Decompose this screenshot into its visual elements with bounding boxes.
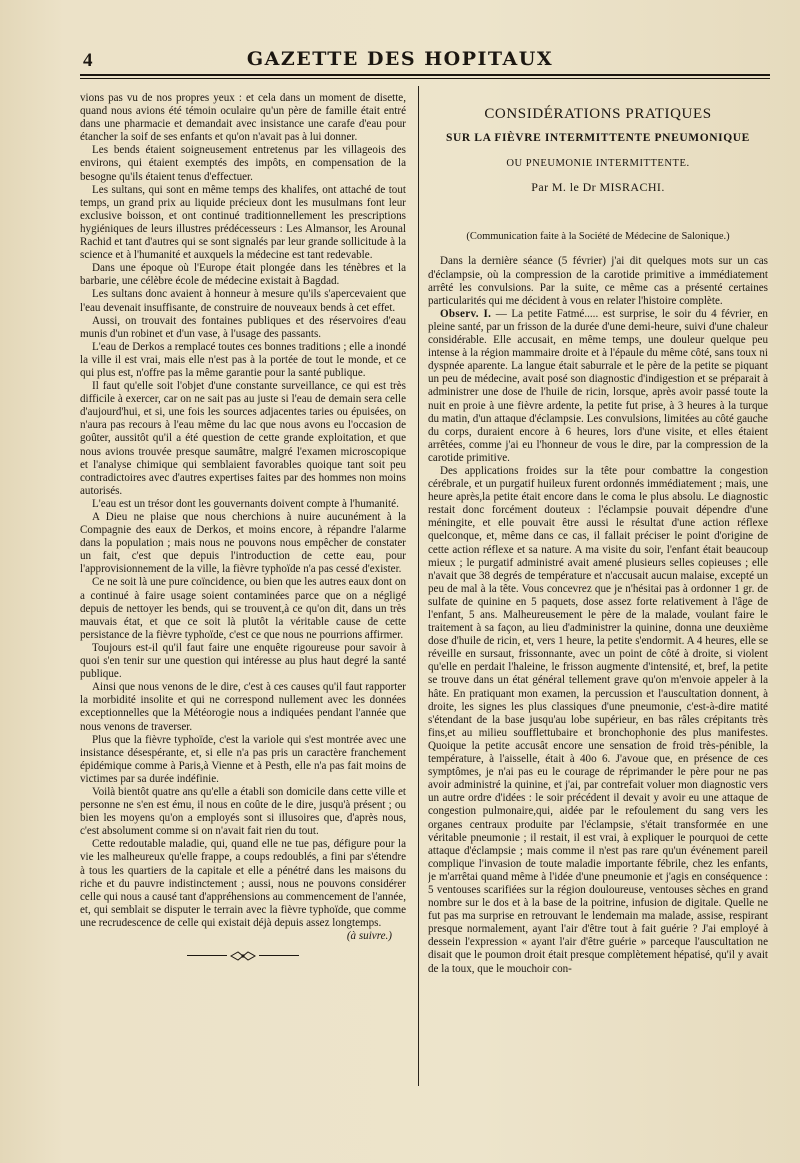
continued-note: (à suivre.) bbox=[346, 930, 392, 942]
paragraph: Voilà bientôt quatre ans qu'elle a établi son domicile dans cette ville et personne ne s'en est ému, il nous en coûte de le dire, jusqu'à présent ; ou bien les moyens qu'on a employés sont si illusoires que, d'après nous, c'est absolument comme si on n'avait fait rien du tout. bbox=[80, 785, 406, 838]
paragraph: Les sultans donc avaient à honneur à mesure qu'ils s'apercevaient que l'eau devenait insuffisante, de construire de nouveaux bends à cet effet. bbox=[80, 288, 406, 314]
paragraph: Dans la dernière séance (5 février) j'ai dit quelques mots sur un cas d'éclampsie, où la compression de la carotide primitive a immédiatement arrêté les convulsions. Par la suite, ce même cas a présenté certaines particularités qui me décident à vous en relater l'histoire complète. bbox=[428, 255, 768, 307]
page-number: 4 bbox=[83, 50, 93, 71]
paragraph: Ce ne soit là une pure coïncidence, ou bien que les autres eaux dont on a continué à faire usage soient contaminées parce que on a négligé depuis de nettoyer les bends, qui se trouvent,à ce qu'on dit, dans un très mauvais état, et que ce soit là plutôt la véritable cause de cette persistance de la fièvre typhoïde, c'est ce que nous ne pourrions affirmer. bbox=[80, 576, 406, 641]
column-divider bbox=[418, 86, 419, 1086]
right-column bbox=[428, 92, 768, 1087]
paragraph: Les bends étaient soigneusement entretenus par les villageois des environs, qui étaient exemptés des impôts, en compensation de la besogne qu'ils étaient tenus d'effectuer. bbox=[80, 144, 406, 183]
article-subsubtitle: OU PNEUMONIE INTERMITTENTE. bbox=[506, 158, 690, 170]
observation-text: — La petite Fatmé..... est surprise, le soir du 4 février, en pleine santé, par un frisson de la durée d'une demi-heure, suivi d'une chaleur considérable. Elle accusait, en même temps, une douleur quelque peu intense à la région mammaire droite et à l'épaule du même côté, sans toux ni dyspnée aparente. La langue était saburrale et le père de la petite se piquant un peu de médecine, avait posé son diagnostic d'indigestion et se préparait à administrer une dose de l'huile de ricin, lorsque, après avoir passé toute la nuit en proie à une fièvre ardente, la petite fut prise, à 3 heures à la turque du matin, d'un attaque d'éclampsie. Les convulsions, limitées au côté gauche du corps, duraient encore à 6 heures, lors d'une visite, et elles étaient arrêtées, comme j'ai eu l'honneur de vous le dire, par la compression de la carotide primitive. bbox=[428, 307, 768, 464]
paragraph: Toujours est-il qu'il faut faire une enquête rigoureuse pour savoir à quoi s'en tenir sur une question qui intéresse au plus haut degré la santé publique. bbox=[80, 641, 406, 681]
journal-title: GAZETTE DES HOPITAUX bbox=[246, 48, 554, 70]
paragraph: Dans une époque où l'Europe était plongée dans les ténèbres et la barbarie, une célèbre école de médecine existait à Bagdad. bbox=[80, 262, 406, 288]
header-rule-thin bbox=[80, 78, 770, 79]
article-author: Par M. le Dr MISRACHI. bbox=[531, 180, 665, 195]
paragraph: L'eau est un trésor dont les gouvernants doivent compte à l'humanité. bbox=[92, 497, 399, 510]
paragraph: Cette redoutable maladie, qui, quand elle ne tue pas, défigure pour la vie les malheureux qu'elle frappe, a coups redoublés, a fini par s'étendre à tous les quartiers de la capitale et elle a pénétré dans les maisons du riche et du pauvre indistinctement ; aussi, nous ne pouvons considérer celle qui nous a causé tant d'appréhensions au commencement de l'année, et, qui semblait se disputer le terrain avec la fièvre typhoïde, que comme une recrudescence de celle qui existait déjà depuis assez longtemps. bbox=[80, 838, 406, 929]
paragraph: Les sultans, qui sont en même temps des khalifes, ont attaché de tout temps, un grand prix au liquide précieux dont les musulmans font leur exclusive boisson, et ont continué traditionnellement les prescriptions hygiéniques de leurs illustres prédécesseurs : Les Almansor, les Arounal Rachid et tant d'autres qui se sont signalés par leur grande sollicitude à la science et à l'humanité et auxquels la médecine est tant redevable. bbox=[80, 183, 406, 262]
communication-note: (Communication faite à la Société de Médecine de Salonique.) bbox=[466, 231, 730, 243]
header-rule bbox=[80, 74, 770, 76]
paragraph: L'eau de Derkos a remplacé toutes ces bonnes traditions ; elle a inondé la ville il est vrai, mais elle n'est pas à la portée de tout le monde, et ce qui plus est, n'offre pas la même garantie pour la santé publique. bbox=[80, 340, 406, 379]
paragraph: Aussi, on trouvait des fontaines publiques et des réservoires d'eau munis d'un robinet et d'un vase, à l'usage des passants. bbox=[80, 314, 406, 340]
article-subtitle: SUR LA FIÈVRE INTERMITTENTE PNEUMONIQUE bbox=[446, 132, 750, 145]
paragraph: Plus que la fièvre typhoïde, c'est la variole qui s'est montrée avec une insistance désespérante, et, si elle n'a pas pris un caractère franchement épidémique comme à Paris,à Vienne et à Pesth, elle n'a pas fait moins de victimes par sa durée indéfinie. bbox=[80, 733, 406, 785]
paragraph: Ainsi que nous venons de le dire, c'est à ces causes qu'il faut rapporter la morbidité insolite et qui ne correspond nullement avec les données exceptionnelles que la Météorogie nous a indiquées pendant l'année que nous venons de traverser. bbox=[80, 681, 406, 733]
observation-label: Observ. I. bbox=[440, 307, 492, 320]
paragraph: A Dieu ne plaise que nous cherchions à nuire aucunément à la Compagnie des eaux de Derkos, et moins encore, à répandre l'alarme dans la population ; mais nous ne pouvons nous empêcher de constater un fait, c'est que depuis l'introduction de cette eau, pour l'approvisionnement de la ville, la fièvre typhoïde n'a pas cessé d'exister. bbox=[80, 511, 406, 576]
paragraph: Il faut qu'elle soit l'objet d'une constante surveillance, ce qui est très difficile à exercer, car on ne sait pas au juste si l'eau de demain sera celle d'aujourd'hui, et si, une fois les sources adjacentes taries ou épuisées, on n'aura pas recours à l'eau même du lac que nous avons eu l'occasion de goûter, aussitôt qu'il a été question de cette grande exploitation, et que nous avions trouvée presque saumâtre, malgré l'examen microscopique et l'analyse chimique qui semblaient favorables quoique tant soit peu contradictoires avec d'autres expertises faites par des hommes non moins autorisés. bbox=[80, 380, 406, 497]
observation-paragraph bbox=[428, 308, 768, 465]
paragraph: Des applications froides sur la tête pour combattre la congestion cérébrale, et un purgatif huileux furent ordonnés immédiatement ; mais, une heure après,la petite était encore dans le coma le plus absolu. Le diagnostic restait donc forcément douteux : l'éclampsie pouvait dépendre d'une méningite, et elle pouvait être aussi le résultat d'une action réflexe quelconque, et, même dans ce cas, il fallait préciser le point d'origine de cette action réflexe et sa nature. A ma visite du soir, l'enfant était beaucoup mieux ; le purgatif administré avait amené plusieurs selles copieuses ; elle n'avait que 38 degrés de température et n'accusait aucun malaise, excepté un peu de mal à la tête. Vous concevrez que je n'hésitai pas à ordonner 1 gr. de sulfate de quinine en 5 paquets, dose assez forte relativement à l'âge de l'enfant, 5 ans. Malheureusement le père de la malade, voulant faire le traitement à sa façon, au lieu d'administrer la quinine, donna une deuxième dose d'huile de ricin, et, vers 1 heure, la petite s'endormit. A 4 heures, elle se réveille en sursaut, frissonnante, avec un point de côté à droite, si violent qu'elle en perdait l'haleine, le frisson augmente d'intensité, et, bref, la petite se trouve dans un état général tellement grave qu'on m'envoie appeler à la hâte. En pratiquant mon examen, la percussion et l'auscultation donnent, à droite, les signes les plus classiques d'une pneumonie, c'est-à-dire matité s'étendant de la base jusqu'au lobe supérieur, en bas râles crépitants très fins,et au milieu soufflettubaire et bronchophonie des plus manifestes. Quoique la petite accusât encore une sensation de froid très-pénible, la température, à l'aisselle, était à 40o 6. J'avoue que, en présence de ces symptômes, je n'ai pas eu le courage de réprimander le père pour ne pas avoir administré la quinine, et j'ai, par contrefait voluer mon diagnostic vers un autre ordre d'idées : le soir précédent il devait y avoir eu une attaque de congestion pulmonaire,qui, aidée par le refoulement du sang vers les organes centraux produite par l'éclampsie, s'était transformée en une véritable pneumonie ; il restait, il est vrai, à expliquer le pourquoi de cette attaque d'éclampsie ; mais comme il n'est pas rare qu'un événement pareil complique l'invasion de toute maladie importante fébrile, chez les enfants, je m'arrêtai quand même à l'idée d'une pneumonie et j'agis en conséquence : 5 ventouses scarifiées sur la région douloureuse, ventouses sèches en grand nombre sur le dos et à la base de la poitrine, infusion de digitale. Quelle ne fut pas ma surprise en retrouvant le lendemain ma malade, assise, respirant presque normalement, ayant l'air d'être tout à fait guérie ? J'ai employé à dessein l'expression « ayant l'air d'être guérie » parceque l'auscultation ne disait que le poumon droit était presque complètement hépatisé, qu'il y avait de la toux, que le mouchoir con- bbox=[428, 464, 768, 975]
ornament-divider bbox=[80, 949, 406, 962]
article-title: CONSIDÉRATIONS PRATIQUES bbox=[484, 106, 712, 122]
paragraph: vions pas vu de nos propres yeux : et cela dans un moment de disette, quand nous avions été témoin oculaire qu'un père de famille était entré dans une pharmacie et demandait avec insistance une carafe d'eau pour étancher la soif de ses enfants et qu'on n'avait pas à lui donner. bbox=[80, 92, 406, 144]
left-column bbox=[80, 92, 406, 1087]
